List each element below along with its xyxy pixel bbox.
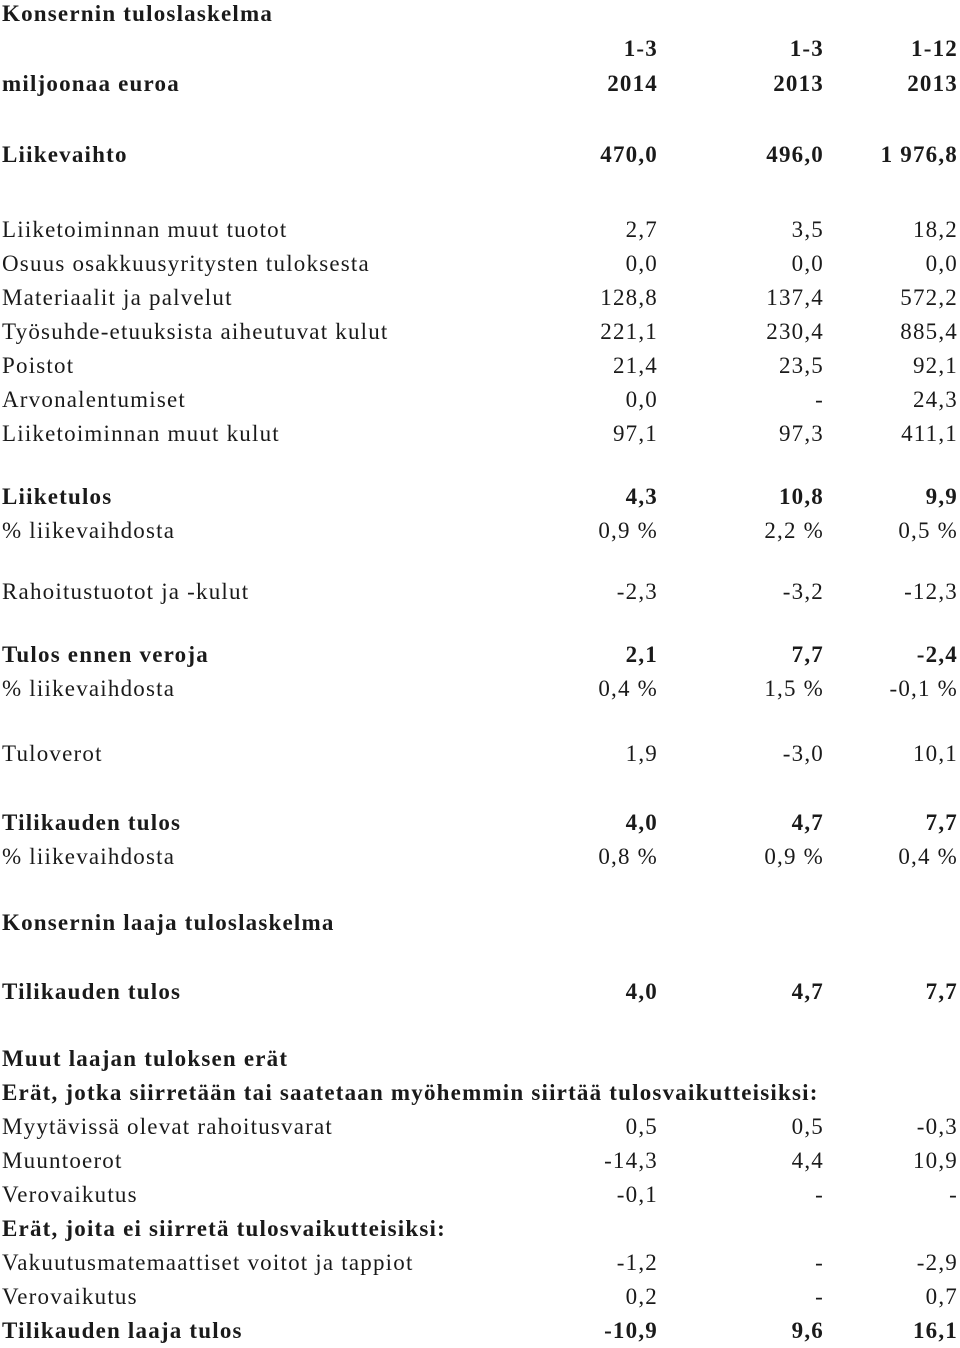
- statement-row: [0, 213, 960, 247]
- row-value-col3: 16,1: [912, 1318, 958, 1343]
- row-value-col2: 496,0: [766, 142, 824, 167]
- row-value-col2: 4,4: [791, 1148, 824, 1173]
- row-value-col3: 7,7: [925, 810, 958, 835]
- statement-row: [0, 737, 960, 771]
- row-value-col3: 572,2: [900, 285, 958, 310]
- statement-row: [0, 138, 960, 172]
- row-value-col2: 4,7: [791, 810, 824, 835]
- year-header-row: [0, 67, 960, 101]
- row-value-col1: -14,3: [604, 1148, 658, 1173]
- row-value-col1: 0,0: [625, 387, 658, 412]
- row-label: Erät, jotka siirretään tai saatetaan myöhemmin siirtää tulosvaikutteisiksi:: [2, 1080, 819, 1105]
- row-label: % liikevaihdosta: [2, 844, 176, 869]
- row-value-col1: 0,9 %: [598, 518, 658, 543]
- row-value-col3: -0,3: [916, 1114, 958, 1139]
- row-value-col2: -3,0: [782, 741, 824, 766]
- row-label: Tulos ennen veroja: [2, 642, 209, 667]
- row-value-col2: -: [815, 1182, 824, 1207]
- row-value-col1: 2,1: [625, 642, 658, 667]
- row-value-col1: 97,1: [612, 421, 658, 446]
- row-label: Poistot: [2, 353, 75, 378]
- row-value-col2: 0,0: [791, 251, 824, 276]
- statement-title: Konsernin tuloslaskelma: [2, 1, 274, 26]
- row-value-col1: 128,8: [600, 285, 658, 310]
- statement-row: [0, 315, 960, 349]
- row-label: Tilikauden tulos: [2, 810, 182, 835]
- statement-row: [0, 1144, 960, 1178]
- row-label: Tilikauden tulos: [2, 979, 182, 1004]
- statement-row: [0, 1314, 960, 1348]
- row-value-col2: 97,3: [778, 421, 824, 446]
- row-value-col1: 470,0: [600, 142, 658, 167]
- statement-row: [0, 480, 960, 514]
- statement-row: [0, 672, 960, 706]
- statement-row: [0, 1076, 960, 1110]
- row-value-col3: 1 976,8: [880, 142, 958, 167]
- row-label: Verovaikutus: [2, 1182, 138, 1207]
- row-label: Tilikauden laaja tulos: [2, 1318, 243, 1343]
- row-label: Vakuutusmatemaattiset voitot ja tappiot: [2, 1250, 414, 1275]
- statement-row: [0, 383, 960, 417]
- row-label: Arvonalentumiset: [2, 387, 186, 412]
- row-value-col3: -0,1 %: [889, 676, 958, 701]
- row-value-col2: 2,2 %: [764, 518, 824, 543]
- statement-row: [0, 247, 960, 281]
- statement-row: [0, 906, 960, 940]
- statement-title-row: [0, 0, 960, 31]
- statement-row: [0, 975, 960, 1009]
- row-value-col1: 4,0: [625, 979, 658, 1004]
- row-label: % liikevaihdosta: [2, 676, 176, 701]
- row-value-col3: 24,3: [912, 387, 958, 412]
- row-value-col1: -0,1: [616, 1182, 658, 1207]
- row-value-col1: -10,9: [604, 1318, 658, 1343]
- year-header-col3: 2013: [907, 71, 958, 96]
- row-value-col3: 0,4 %: [898, 844, 958, 869]
- row-value-col1: 4,3: [625, 484, 658, 509]
- row-value-col2: 3,5: [791, 217, 824, 242]
- row-value-col1: 4,0: [625, 810, 658, 835]
- row-value-col1: -2,3: [616, 579, 658, 604]
- row-label: Myytävissä olevat rahoitusvarat: [2, 1114, 334, 1139]
- row-value-col2: 230,4: [766, 319, 824, 344]
- statement-row: [0, 806, 960, 840]
- row-value-col3: 10,1: [912, 741, 958, 766]
- row-value-col2: 23,5: [778, 353, 824, 378]
- row-value-col3: 0,0: [925, 251, 958, 276]
- unit-label: miljoonaa euroa: [2, 71, 180, 96]
- row-value-col2: 0,5: [791, 1114, 824, 1139]
- statement-row: [0, 1042, 960, 1076]
- statement-row: [0, 575, 960, 609]
- row-value-col3: 0,5 %: [898, 518, 958, 543]
- row-label: Materiaalit ja palvelut: [2, 285, 233, 310]
- row-value-col3: 411,1: [901, 421, 958, 446]
- period-header-col3: 1-12: [911, 36, 958, 61]
- row-value-col2: 4,7: [791, 979, 824, 1004]
- row-value-col2: -: [815, 1284, 824, 1309]
- statement-row: [0, 1110, 960, 1144]
- statement-row: [0, 1246, 960, 1280]
- row-value-col1: 1,9: [625, 741, 658, 766]
- row-label: Liiketoiminnan muut tuotot: [2, 217, 288, 242]
- row-label: % liikevaihdosta: [2, 518, 176, 543]
- row-value-col2: 0,9 %: [764, 844, 824, 869]
- row-label: Muuntoerot: [2, 1148, 123, 1173]
- row-value-col1: 0,8 %: [598, 844, 658, 869]
- period-header-row: [0, 32, 960, 66]
- row-value-col2: -3,2: [782, 579, 824, 604]
- statement-row: [0, 514, 960, 548]
- row-value-col1: 0,0: [625, 251, 658, 276]
- row-value-col2: 9,6: [791, 1318, 824, 1343]
- row-value-col3: 7,7: [925, 979, 958, 1004]
- row-value-col2: -: [815, 1250, 824, 1275]
- row-label: Konsernin laaja tuloslaskelma: [2, 910, 335, 935]
- statement-row: [0, 840, 960, 874]
- row-value-col2: 10,8: [778, 484, 824, 509]
- statement-row: [0, 1280, 960, 1314]
- row-value-col3: 92,1: [912, 353, 958, 378]
- row-value-col1: 0,2: [625, 1284, 658, 1309]
- row-value-col3: -2,9: [916, 1250, 958, 1275]
- row-label: Liikevaihto: [2, 142, 128, 167]
- year-header-col1: 2014: [607, 71, 658, 96]
- row-value-col2: 137,4: [766, 285, 824, 310]
- row-value-col2: 1,5 %: [764, 676, 824, 701]
- statement-row: [0, 638, 960, 672]
- row-value-col1: 221,1: [600, 319, 658, 344]
- row-value-col2: 7,7: [791, 642, 824, 667]
- row-label: Työsuhde-etuuksista aiheutuvat kulut: [2, 319, 389, 344]
- row-value-col2: -: [815, 387, 824, 412]
- row-label: Verovaikutus: [2, 1284, 138, 1309]
- period-header-col1: 1-3: [623, 36, 658, 61]
- row-label: Tuloverot: [2, 741, 103, 766]
- row-value-col1: -1,2: [616, 1250, 658, 1275]
- year-header-col2: 2013: [773, 71, 824, 96]
- statement-row: [0, 1212, 960, 1246]
- statement-row: [0, 281, 960, 315]
- row-value-col3: 10,9: [912, 1148, 958, 1173]
- row-value-col3: -2,4: [916, 642, 958, 667]
- row-value-col1: 21,4: [612, 353, 658, 378]
- row-value-col1: 0,5: [625, 1114, 658, 1139]
- row-value-col3: 0,7: [925, 1284, 958, 1309]
- period-header-col2: 1-3: [789, 36, 824, 61]
- row-value-col3: 18,2: [912, 217, 958, 242]
- row-label: Muut laajan tuloksen erät: [2, 1046, 289, 1071]
- row-label: Liiketoiminnan muut kulut: [2, 421, 280, 446]
- row-value-col3: -12,3: [904, 579, 958, 604]
- row-label: Erät, joita ei siirretä tulosvaikutteisiksi:: [2, 1216, 446, 1241]
- row-label: Osuus osakkuusyritysten tuloksesta: [2, 251, 370, 276]
- row-label: Rahoitustuotot ja -kulut: [2, 579, 250, 604]
- row-label: Liiketulos: [2, 484, 113, 509]
- statement-row: [0, 349, 960, 383]
- row-value-col3: 9,9: [925, 484, 958, 509]
- row-value-col1: 0,4 %: [598, 676, 658, 701]
- row-value-col3: -: [949, 1182, 958, 1207]
- row-value-col1: 2,7: [625, 217, 658, 242]
- row-value-col3: 885,4: [900, 319, 958, 344]
- statement-row: [0, 417, 960, 451]
- statement-row: [0, 1178, 960, 1212]
